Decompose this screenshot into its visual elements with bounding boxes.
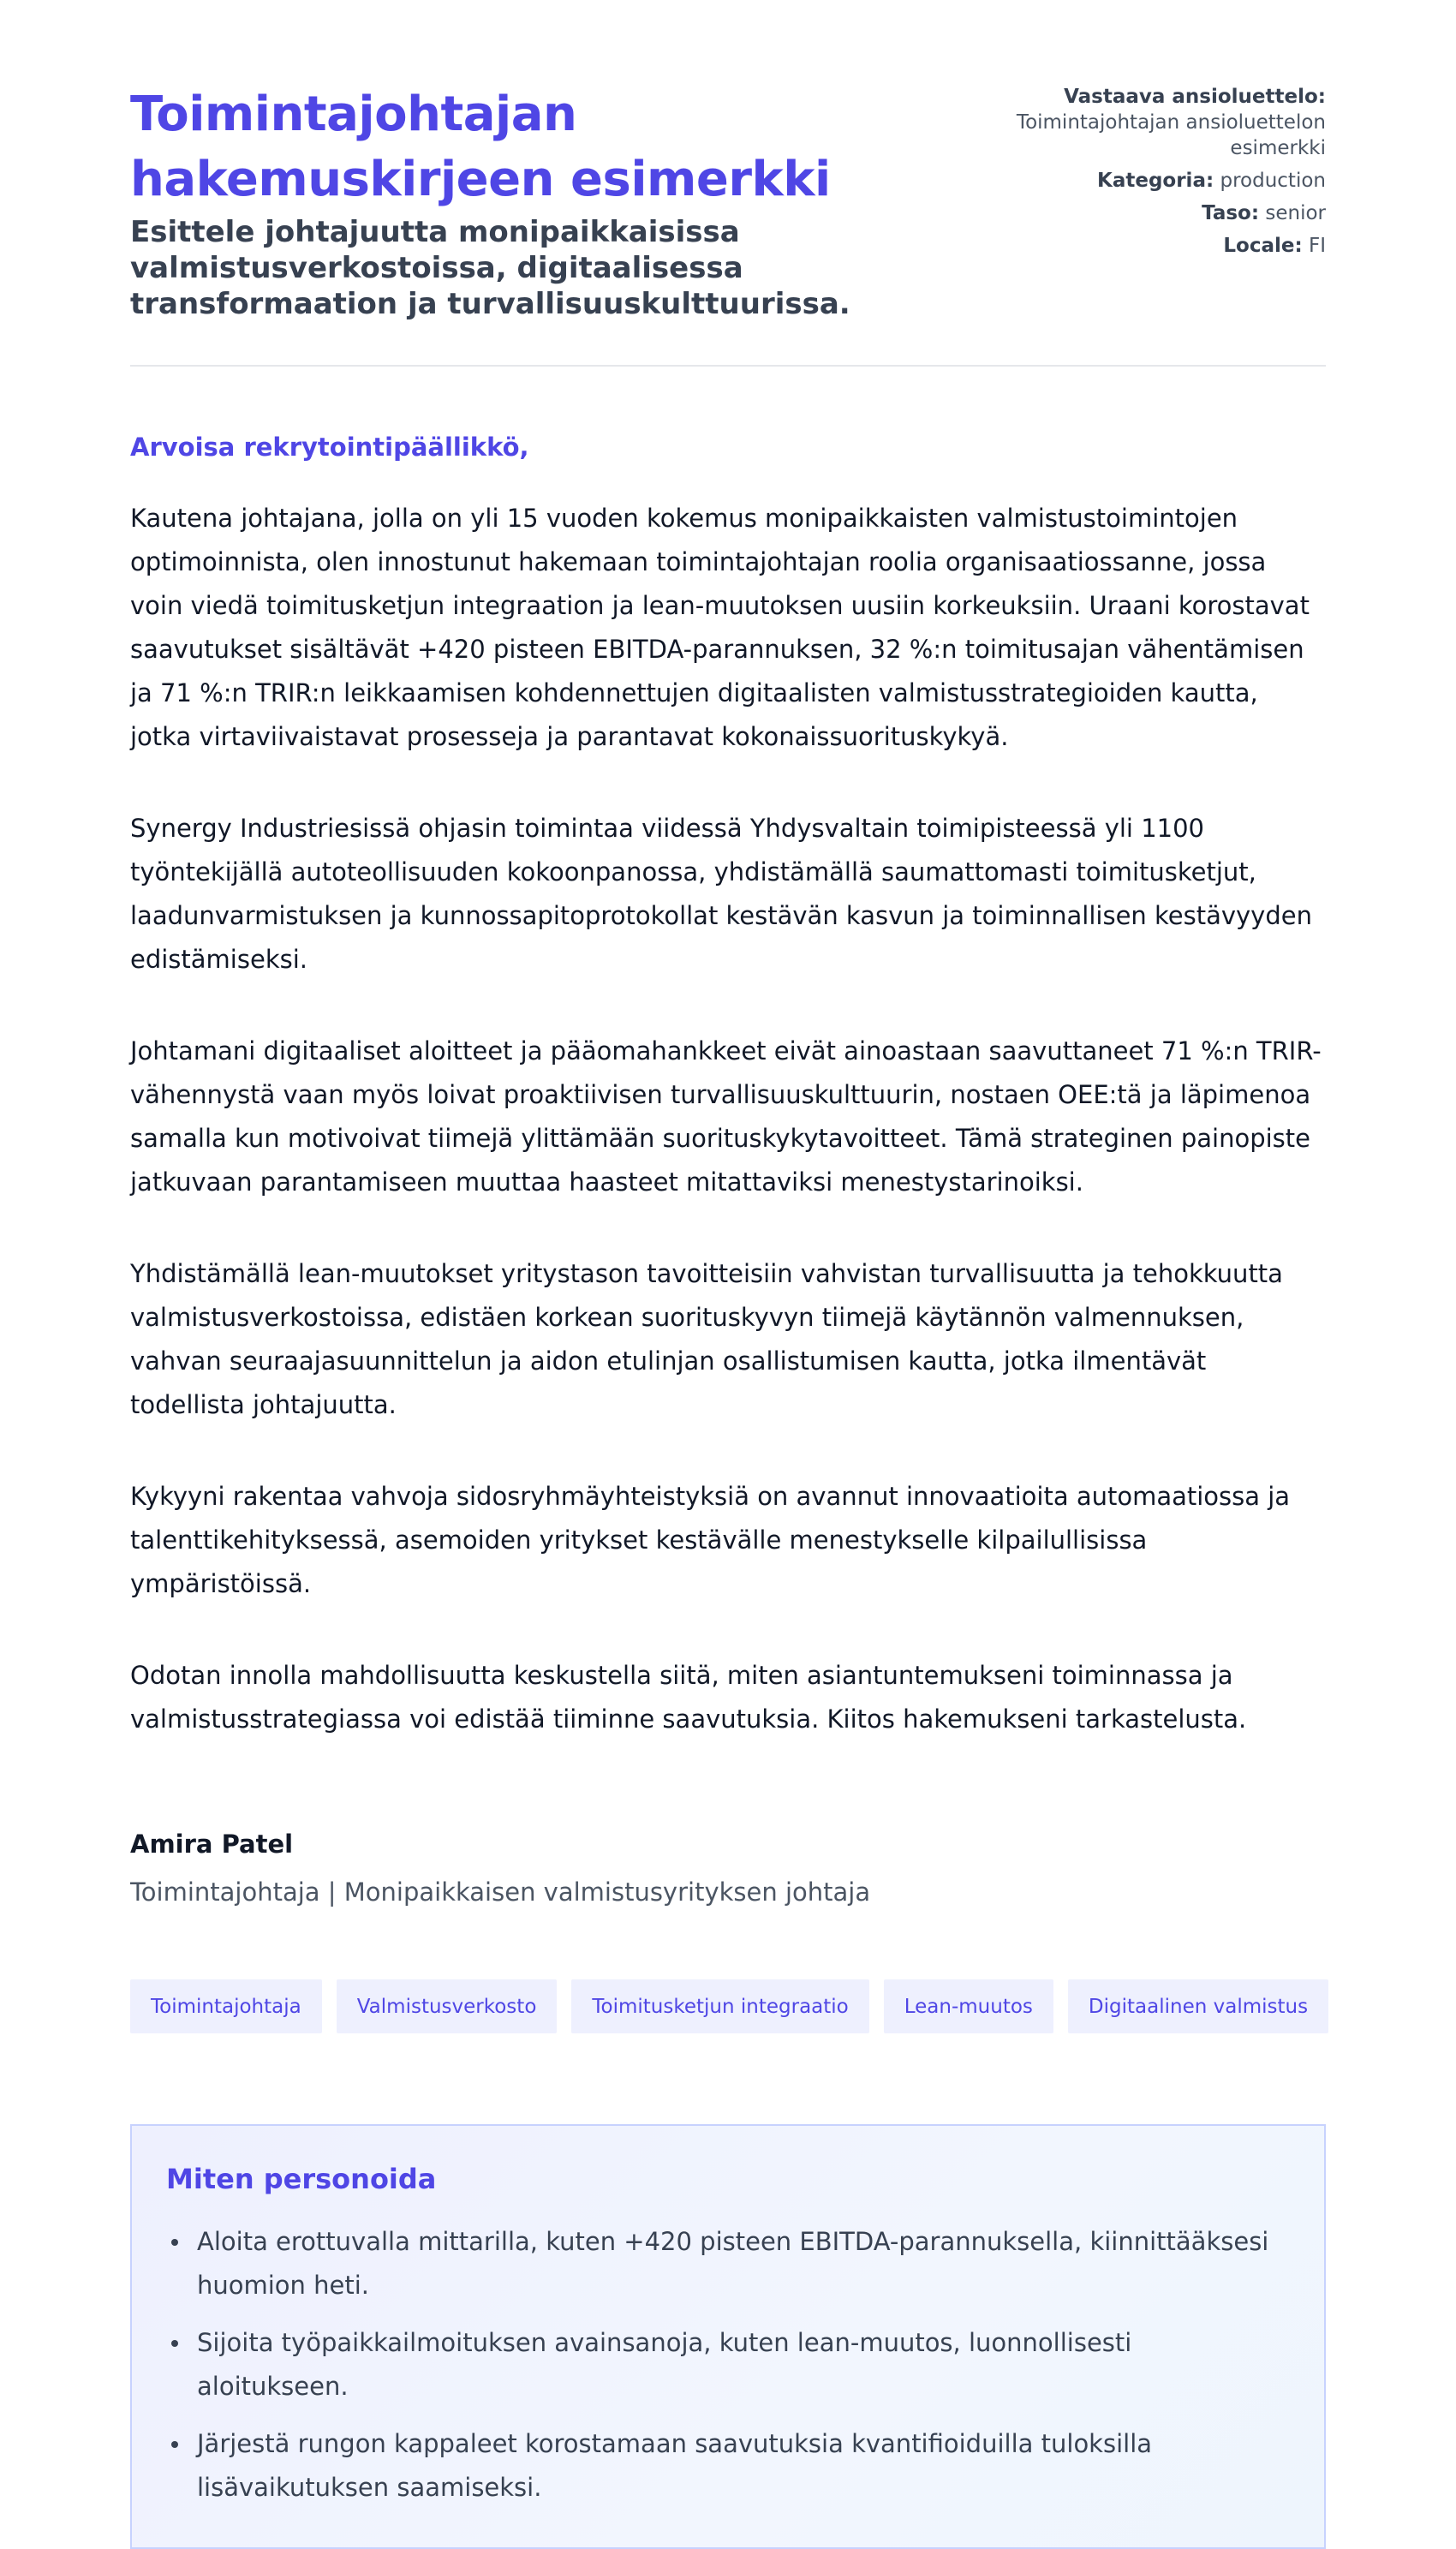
meta-resume [987,84,1326,161]
letter-paragraph-2: Synergy Industriesissä ohjasin toimintaa viidessä Yhdysvaltain toimipisteessä yli 1100 työntekijällä autoteollisuuden kokoonpanossa, yhdistämällä saumattomasti toimitusketjut, laadunvarmistuksen ja kunnossapitoprotokollat kestävän kasvun ja toiminnallisen kestävyyden edistämiseksi. [130,814,1312,974]
signature-name: Amira Patel [130,1830,294,1859]
letter-body [130,430,1326,1741]
letter-paragraph-5: Kykyyni rakentaa vahvoja sidosryhmäyhteistyksiä on avannut innovaatioita automaatiossa ja talenttikehityksessä, asemoiden yritykset kestävälle menestykselle kilpailullisissa ympäristöissä. [130,1482,1291,1598]
letter-paragraph-6: Odotan innolla mahdollisuutta keskustella siitä, miten asiantuntemukseni toiminnassa ja valmistusstrategiassa voi edistää tiiminne saavutuksia. Kiitos hakemukseni tarkastelusta. [130,1661,1247,1734]
tips-list [166,2220,1290,2510]
meta-category [987,168,1326,194]
tag-list [130,1979,1326,2033]
tips-list-item: Sijoita työpaikkailmoituksen avainsanoja, kuten lean-muutos, luonnollisesti aloitukseen. [197,2321,1290,2409]
meta-locale [987,233,1326,259]
tips-title: Miten personoida [166,2163,437,2195]
meta-category-label: Kategoria: [1097,170,1214,192]
salutation: Arvoisa rekrytointipäällikkö, [130,433,529,462]
personalization-tips-box [130,2124,1326,2549]
tag-item[interactable]: Lean-muutos [884,1979,1053,2033]
meta-panel [987,82,1326,266]
meta-locale-label: Locale: [1223,235,1303,257]
tag-item[interactable]: Digitaalinen valmistus [1068,1979,1328,2033]
tips-list-item: Aloita erottuvalla mittarilla, kuten +420 pisteen EBITDA-parannuksella, kiinnittääksesi huomion heti. [197,2220,1290,2307]
letter-paragraph-4: Yhdistämällä lean-muutokset yritystason tavoitteisiin vahvistan turvallisuutta ja tehokkuutta valmistusverkostoissa, edistäen korkean suorituskyvyn tiimejä käytännön valmennuksen, vahvan seuraajasuunnittelun ja aidon etulinjan osallistumisen kautta, jotka ilmentävät todellista johtajuutta. [130,1259,1283,1419]
tag-item[interactable]: Toimitusketjun integraatio [571,1979,868,2033]
meta-level-label: Taso: [1202,202,1260,224]
letter-paragraph-1: Kautena johtajana, jolla on yli 15 vuoden kokemus monipaikkaisten valmistustoimintojen optimoinnista, olen innostunut hakemaan toimintajohtajan roolia organisaatiossanne, jossa voin viedä toimitusketjun integraation ja lean-muutoksen uusiin korkeuksiin. Uraani korostavat saavutukset sisältävät +420 pisteen EBITDA-parannuksen, 32 %:n toimitusajan vähentämisen ja 71 %:n TRIR:n leikkaamisen kohdennettujen digitaalisten valmistusstrategioiden kautta, jotka virtaviivaistavat prosesseja ja parantavat kokonaissuorituskykyä. [130,504,1310,751]
meta-locale-value: FI [1308,235,1326,257]
meta-resume-value: Toimintajohtajan ansioluettelon esimerkki [1016,111,1326,159]
page-title: Toimintajohtajan hakemuskirjeen esimerkki [130,87,831,207]
meta-level-value: senior [1265,202,1326,224]
meta-resume-label: Vastaava ansioluettelo: [1064,86,1326,108]
page-header [130,0,1326,367]
signature-role: Toimintajohtaja | Monipaikkaisen valmistusyrityksen johtaja [130,1877,871,1907]
meta-category-value: production [1220,170,1326,192]
letter-paragraph-3: Johtamani digitaaliset aloitteet ja pääomahankkeet eivät ainoastaan saavuttaneet 71 %:n TRIR-vähennystä vaan myös loivat proaktiivisen turvallisuuskulttuurin, nostaen OEE:tä ja läpimenoa samalla kun motivoivat tiimejä ylittämään suorituskykytavoitteet. Tämä strateginen painopiste jatkuvaan parantamiseen muuttaa haasteet mitattaviksi menestystarinoiksi. [130,1036,1322,1197]
meta-level [987,200,1326,226]
tag-item[interactable]: Valmistusverkosto [337,1979,558,2033]
title-block [130,82,987,322]
page-subtitle: Esittele johtajuutta monipaikkaisissa valmistusverkostoissa, digitaalisessa transformaation ja turvallisuuskulttuurissa. [130,215,850,321]
tag-item[interactable]: Toimintajohtaja [130,1979,322,2033]
signature-block [130,1827,1326,1909]
tips-list-item: Järjestä rungon kappaleet korostamaan saavutuksia kvantifioiduilla tuloksilla lisävaikutuksen saamiseksi. [197,2422,1290,2510]
